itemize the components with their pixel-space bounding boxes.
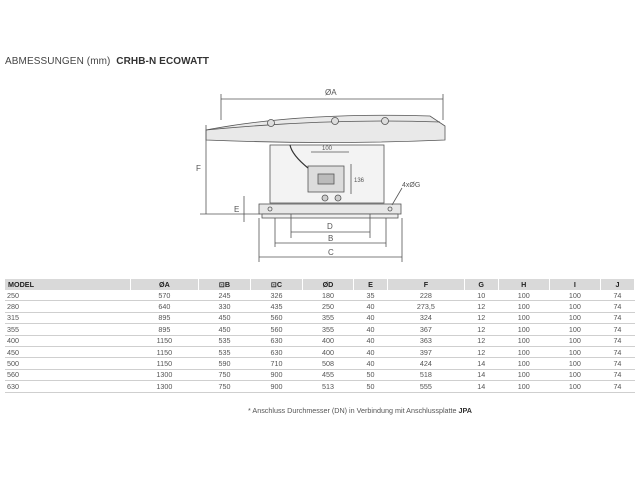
table-row (5, 369, 635, 380)
column-header: G (464, 279, 498, 290)
table-body (5, 290, 635, 392)
table-cell: 100 (549, 324, 600, 335)
label-b: B (328, 234, 334, 243)
table-cell: 100 (549, 290, 600, 301)
table-cell: 1300 (130, 381, 198, 392)
table-cell: 100 (498, 312, 549, 323)
table-cell: 74 (600, 358, 634, 369)
table-cell: 74 (600, 312, 634, 323)
table-cell: 400 (302, 346, 353, 357)
dimensions-table (5, 279, 635, 393)
column-header: H (498, 279, 549, 290)
label-d: D (327, 222, 333, 231)
table-cell: 12 (464, 324, 498, 335)
title-product: CRHB-N ECOWATT (116, 56, 210, 67)
table-cell: 355 (5, 324, 130, 335)
table-row (5, 324, 635, 335)
table-cell: 424 (388, 358, 465, 369)
table-cell: 560 (250, 312, 302, 323)
table-cell: 74 (600, 369, 634, 380)
table-cell: 14 (464, 369, 498, 380)
table-cell: 710 (250, 358, 302, 369)
table-cell: 560 (5, 369, 130, 380)
table-cell: 74 (600, 335, 634, 346)
column-header: ⊡C (250, 279, 302, 290)
table-cell: 100 (549, 312, 600, 323)
label-c: C (328, 248, 334, 257)
table-row (5, 358, 635, 369)
column-header: ⊡B (198, 279, 250, 290)
table-cell: 535 (198, 346, 250, 357)
label-holes: 4xØG (402, 182, 421, 189)
table-cell: 50 (354, 381, 388, 392)
table-cell: 450 (5, 346, 130, 357)
table-cell: 74 (600, 381, 634, 392)
table-cell: 750 (198, 369, 250, 380)
title-prefix: ABMESSUNGEN (mm) (5, 56, 111, 67)
table-cell: 250 (302, 301, 353, 312)
table-cell: 330 (198, 301, 250, 312)
table-header (5, 279, 635, 290)
table-cell: 555 (388, 381, 465, 392)
table-cell: 100 (549, 381, 600, 392)
table-cell: 50 (354, 369, 388, 380)
table-cell: 40 (354, 335, 388, 346)
table-cell: 74 (600, 324, 634, 335)
column-header: J (600, 279, 634, 290)
table-cell: 315 (5, 312, 130, 323)
table-cell: 35 (354, 290, 388, 301)
table-cell: 100 (549, 301, 600, 312)
label-e: E (234, 205, 240, 214)
column-header: I (549, 279, 600, 290)
cable-gland-left (322, 195, 328, 201)
table-cell: 630 (250, 335, 302, 346)
table-cell: 273,5 (388, 301, 465, 312)
table-row (5, 381, 635, 392)
table-cell: 280 (5, 301, 130, 312)
table-cell: 367 (388, 324, 465, 335)
table-cell: 750 (198, 381, 250, 392)
table-cell: 1150 (130, 358, 198, 369)
table-cell: 250 (5, 290, 130, 301)
table-cell: 450 (198, 312, 250, 323)
table-cell: 12 (464, 335, 498, 346)
table-cell: 363 (388, 335, 465, 346)
table-row (5, 335, 635, 346)
table-cell: 40 (354, 312, 388, 323)
table-cell: 435 (250, 301, 302, 312)
table-cell: 450 (198, 324, 250, 335)
table-cell: 508 (302, 358, 353, 369)
table-cell: 12 (464, 346, 498, 357)
table-row (5, 290, 635, 301)
label-136: 136 (354, 178, 365, 184)
hood-cap (206, 115, 445, 142)
table-cell: 1150 (130, 335, 198, 346)
table-cell: 535 (198, 335, 250, 346)
table-cell: 14 (464, 358, 498, 369)
table-cell: 100 (498, 290, 549, 301)
label-a: ØA (325, 88, 337, 97)
column-header: ØA (130, 279, 198, 290)
table-cell: 74 (600, 290, 634, 301)
table-cell: 560 (250, 324, 302, 335)
footnote (248, 406, 472, 415)
table-cell: 10 (464, 290, 498, 301)
table-cell: 100 (498, 369, 549, 380)
table-cell: 74 (600, 346, 634, 357)
table-cell: 40 (354, 346, 388, 357)
table-cell: 74 (600, 301, 634, 312)
table-cell: 640 (130, 301, 198, 312)
footnote-bold: JPA (458, 406, 472, 415)
table-cell: 40 (354, 324, 388, 335)
table-cell: 590 (198, 358, 250, 369)
table-cell: 14 (464, 381, 498, 392)
column-header: ØD (302, 279, 353, 290)
table-cell: 100 (549, 335, 600, 346)
table-cell: 100 (498, 324, 549, 335)
table-cell: 324 (388, 312, 465, 323)
table-cell: 895 (130, 324, 198, 335)
header-row (5, 279, 635, 290)
table-cell: 400 (5, 335, 130, 346)
table-cell: 900 (250, 369, 302, 380)
table-cell: 100 (498, 335, 549, 346)
table-cell: 630 (5, 381, 130, 392)
table-cell: 100 (549, 358, 600, 369)
table-cell: 355 (302, 324, 353, 335)
top-bolt-right (382, 118, 389, 125)
table-cell: 500 (5, 358, 130, 369)
table-row (5, 301, 635, 312)
table-cell: 326 (250, 290, 302, 301)
table-cell: 100 (549, 346, 600, 357)
table-cell: 40 (354, 301, 388, 312)
footnote-text: * Anschluss Durchmesser (DN) in Verbindung mit Anschlussplatte (248, 406, 457, 415)
table-cell: 100 (549, 369, 600, 380)
table-cell: 355 (302, 312, 353, 323)
table-cell: 180 (302, 290, 353, 301)
table-cell: 397 (388, 346, 465, 357)
table-cell: 100 (498, 301, 549, 312)
table-cell: 40 (354, 358, 388, 369)
table-row (5, 346, 635, 357)
table-cell: 513 (302, 381, 353, 392)
table-cell: 12 (464, 312, 498, 323)
table-cell: 100 (498, 358, 549, 369)
column-header: E (354, 279, 388, 290)
table-cell: 245 (198, 290, 250, 301)
table-cell: 630 (250, 346, 302, 357)
holes-leader (392, 188, 402, 205)
table-cell: 518 (388, 369, 465, 380)
top-bolt-left (268, 120, 275, 127)
table-cell: 895 (130, 312, 198, 323)
table-cell: 228 (388, 290, 465, 301)
table-cell: 570 (130, 290, 198, 301)
label-f: F (196, 164, 201, 173)
table-row (5, 312, 635, 323)
base-plate (259, 204, 401, 214)
table-cell: 100 (498, 381, 549, 392)
table-cell: 455 (302, 369, 353, 380)
label-100: 100 (322, 146, 333, 152)
table-cell: 1300 (130, 369, 198, 380)
table-cell: 1150 (130, 346, 198, 357)
cable-gland-right (335, 195, 341, 201)
terminal-label (318, 174, 334, 184)
table-cell: 12 (464, 301, 498, 312)
base-flange (262, 214, 398, 218)
table-cell: 400 (302, 335, 353, 346)
top-bolt-center (332, 118, 339, 125)
table-cell: 100 (498, 346, 549, 357)
table-cell: 900 (250, 381, 302, 392)
column-header: F (388, 279, 465, 290)
column-header: MODEL (5, 279, 130, 290)
